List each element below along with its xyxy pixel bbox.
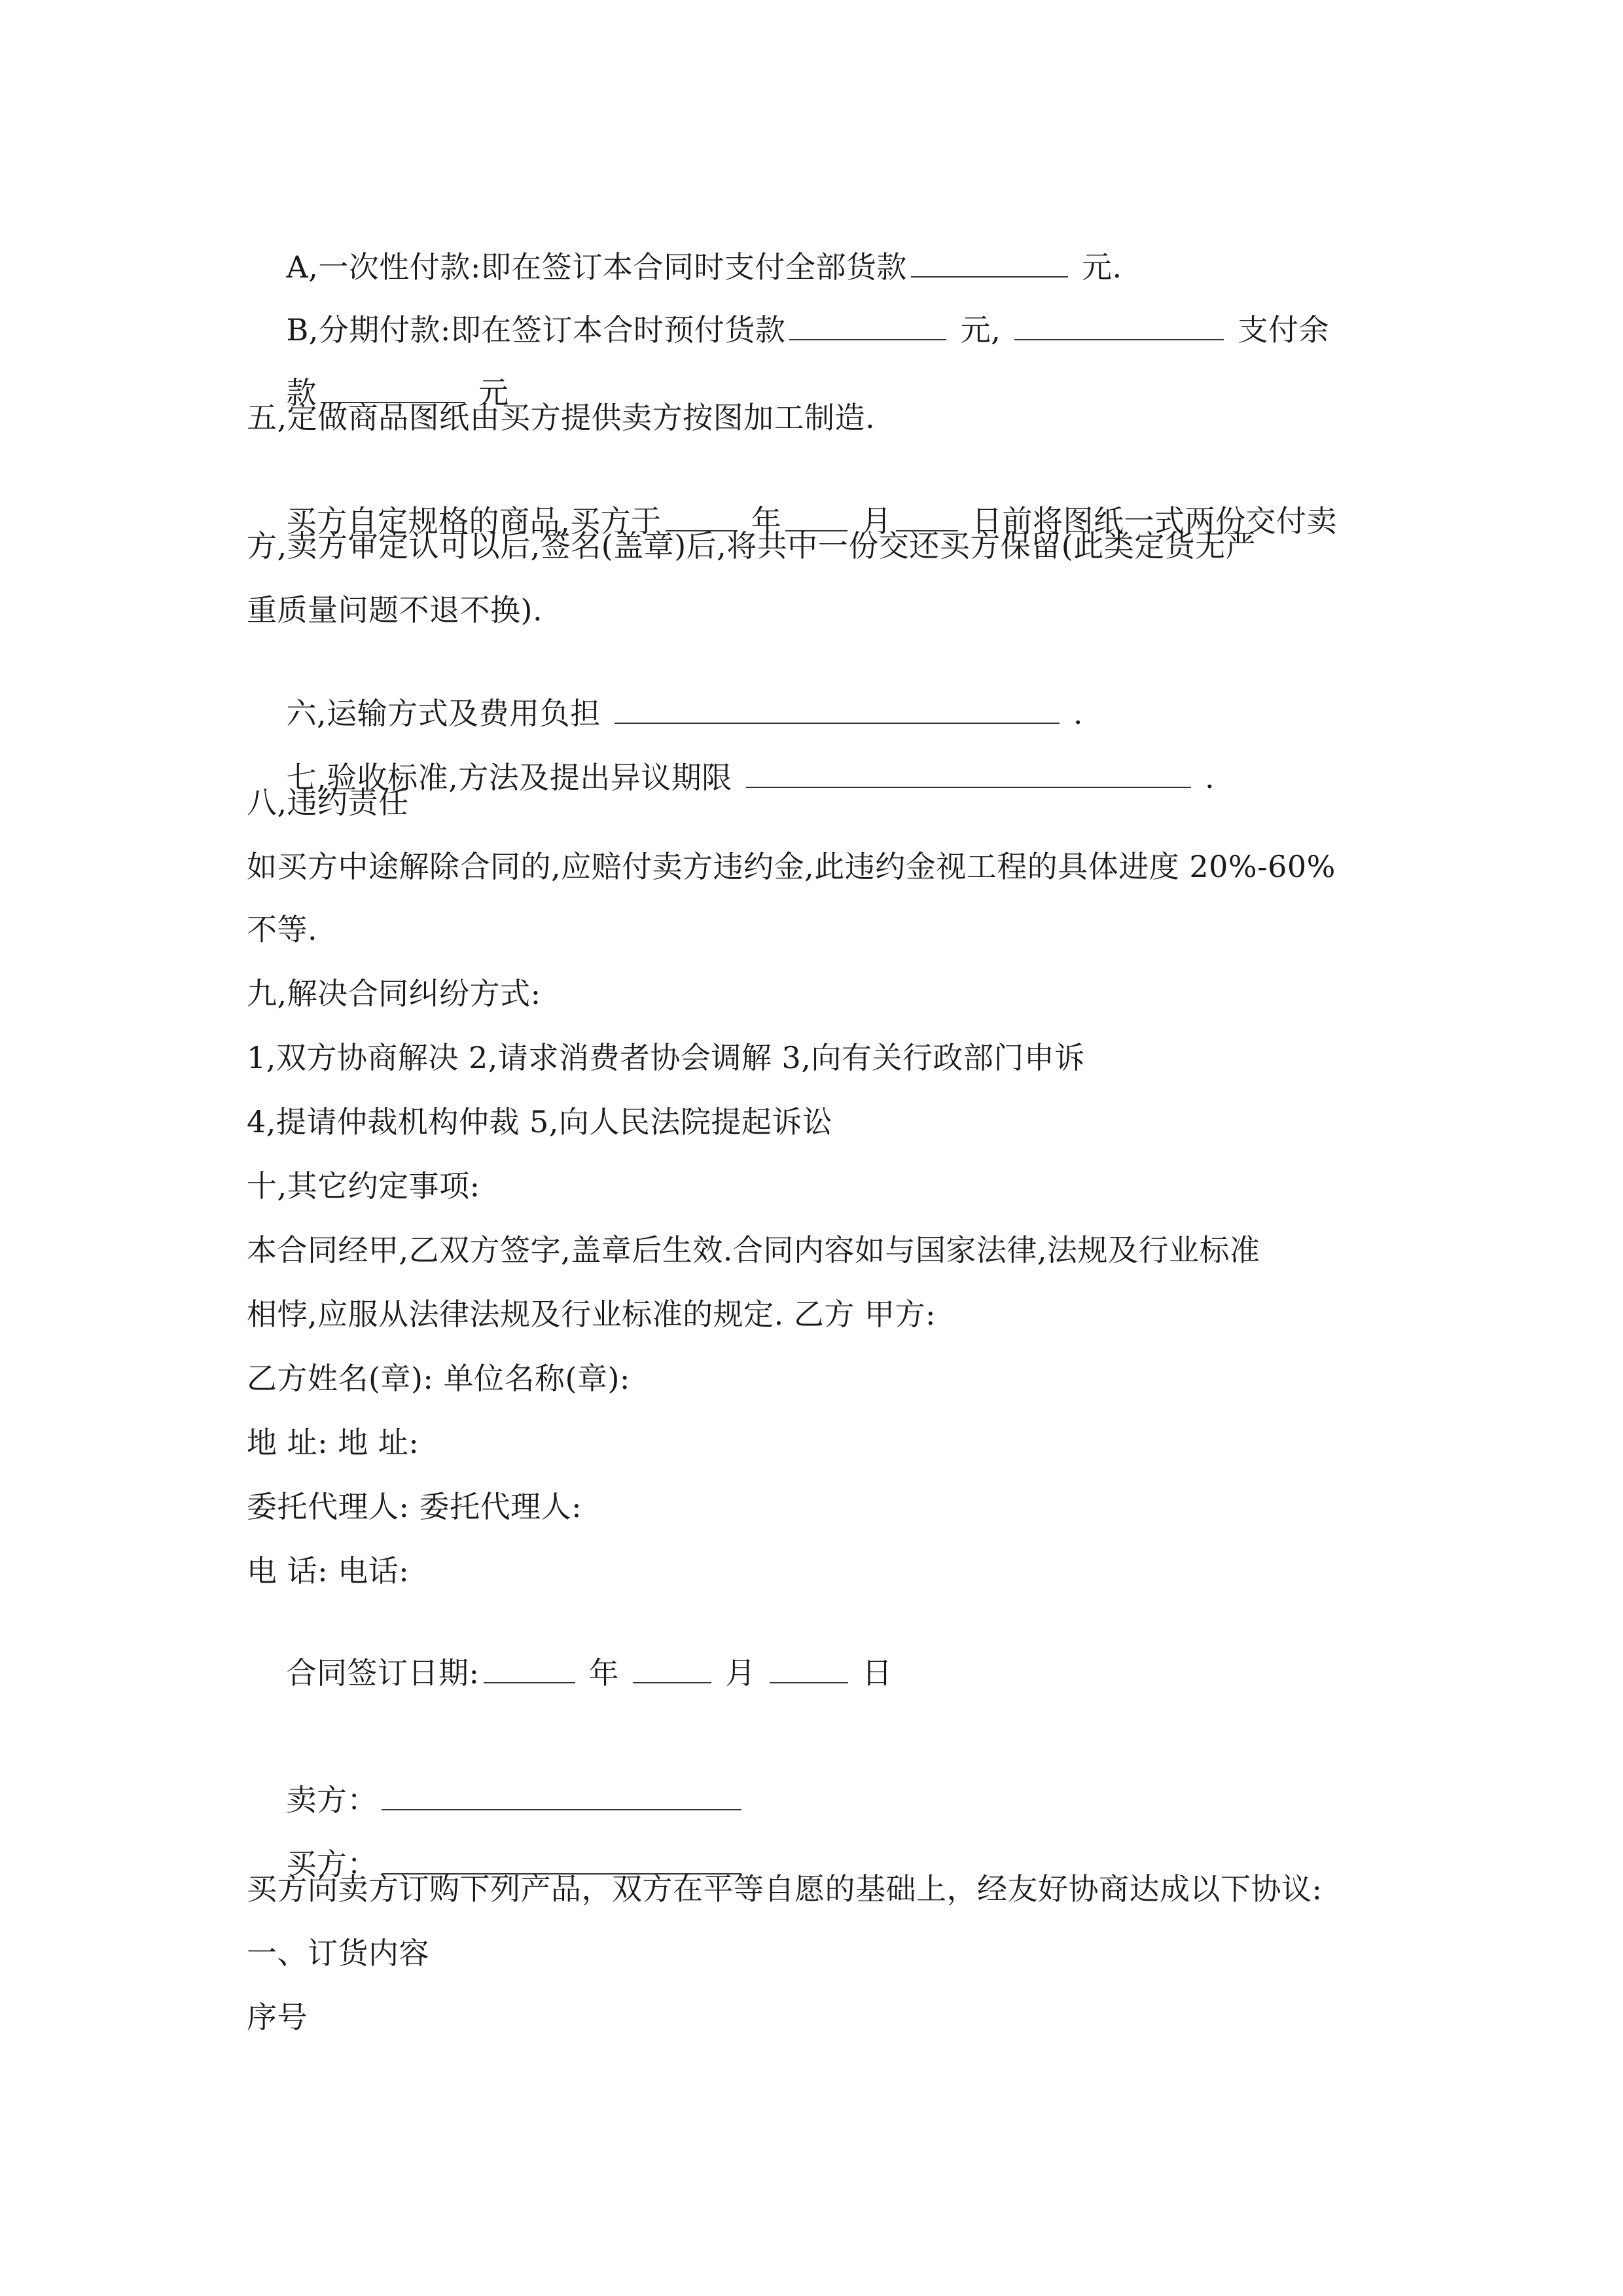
- clause-6-transport-line: 六,运输方式及费用负担 .: [247, 655, 1083, 694]
- payment-installment-line: B,分期付款:即在签订本合时预付货款 元, 支付余: [247, 271, 1329, 310]
- inspection-period-blank: [746, 758, 1191, 788]
- signature-phone-line: 电 话: 电话:: [247, 1553, 410, 1588]
- serial-number-label: 序号: [247, 2000, 308, 2035]
- clause-8-heading: 八,违约责任: [247, 785, 409, 820]
- clause-9-options-2: 4,提请仲裁机构仲裁 5,向人民法院提起诉讼: [247, 1104, 833, 1139]
- signature-address-line: 地 址: 地 址:: [247, 1425, 419, 1460]
- signing-year-blank: [484, 1653, 575, 1683]
- clause-8-text-1: 如买方中途解除合同的,应赔付卖方违约金,此违约金视工程的具体进度 20%-60%: [247, 849, 1336, 884]
- signature-name-line: 乙方姓名(章): 单位名称(章):: [247, 1361, 630, 1396]
- clause-10-text-2: 相悖,应服从法律法规及行业标准的规定. 乙方 甲方:: [247, 1297, 936, 1332]
- payment-lump-sum-line: A,一次性付款:即在签订本合同时支付全部货款 元.: [247, 208, 1122, 247]
- clause-10-heading: 十,其它约定事项:: [247, 1168, 480, 1204]
- buyer-line: 买方：: [247, 1805, 745, 1844]
- order-content-heading: 一、订货内容: [247, 1935, 429, 1971]
- payment-balance-line: 款 元: [247, 334, 509, 373]
- clause-5-text-2: 方,卖方审定认可以后,签名(盖章)后,将共中一份交还买方保留(此类定货无严: [247, 528, 1257, 564]
- clause-9-heading: 九,解决合同纠纷方式:: [247, 976, 541, 1011]
- signature-agent-line: 委托代理人: 委托代理人:: [247, 1489, 582, 1524]
- signing-month-blank: [633, 1653, 711, 1683]
- clause-10-text-1: 本合同经甲,乙双方签字,盖章后生效.合同内容如与国家法律,法规及行业标准: [247, 1232, 1260, 1268]
- clause-9-options-1: 1,双方协商解决 2,请求消费者协会调解 3,向有关行政部门申诉: [247, 1040, 1085, 1075]
- clause-5-drawing-date-line: 买方自定规格的商品,买方于 年 月 日前将图纸一式两份交付卖: [247, 462, 1337, 501]
- signing-date-line: 合同签订日期: 年 月 日: [247, 1614, 893, 1653]
- signing-day-blank: [770, 1653, 848, 1683]
- seller-line: 卖方：: [247, 1741, 745, 1780]
- order-intro-text: 买方向卖方订购下列产品，双方在平等自愿的基础上，经友好协商达成以下协议:: [247, 1871, 1323, 1907]
- clause-8-text-2: 不等.: [247, 912, 318, 947]
- prepayment-amount-blank: [789, 310, 946, 340]
- clause-7-inspection-line: 七,验收标准,方法及提出异议期限 .: [247, 719, 1215, 758]
- clause-5-text-3: 重质量问题不退不换).: [247, 592, 543, 628]
- clause-5-heading: 五,定做商品图纸由买方提供卖方按图加工制造.: [247, 400, 876, 435]
- balance-terms-blank: [1014, 310, 1224, 340]
